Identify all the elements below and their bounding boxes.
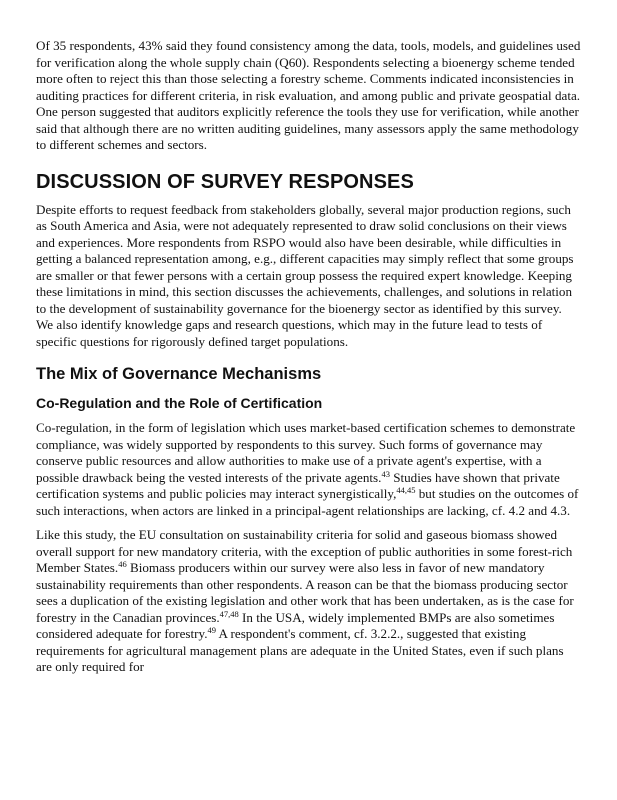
text-segment: In the USA, widely implemented BMPs are also sometimes considered adequate for forestry.: [36, 609, 555, 641]
text-segment: but studies on the outcomes of such interactions, when actors are linked in a principal-agent relationships are lacking, cf. 4.2 and 4.3.: [36, 486, 579, 518]
reference-superscript: 43: [381, 468, 390, 479]
reference-superscript: 46: [118, 559, 127, 569]
text-segment: Co-regulation, in the form of legislation which uses market-based certification schemes to demonstrate compliance, was widely supported by respondents to this survey. Such forms of governance may conserve public resources and allow authorities to make use of a private agent's expertise, with a possible drawback being the vested interests of the private agents.: [36, 420, 576, 485]
text-segment: Studies have shown that private certification systems and public policies may interact synergistically,: [36, 469, 560, 501]
text-segment: Biomass producers within our survey were also less in favor of new mandatory sustainability requirements than other respondents. A reason can be that the biomass producing sector sees a duplication of the existing legislation and other work that has been undertaken, as is the case for forestry in the Canadian provinces.: [36, 560, 574, 625]
text-segment: A respondent's comment, cf. 3.2.2., suggested that existing requirements for agricultural management plans are adequate in the United States, even if such plans are only required for: [36, 626, 564, 674]
subsubsection-heading-coregulation: Co-Regulation and the Role of Certification: [36, 395, 323, 411]
paragraph-coregulation: [36, 420, 581, 519]
subsection-heading-mix: The Mix of Governance Mechanisms: [36, 365, 322, 383]
reference-superscript: 49: [207, 625, 216, 635]
reference-superscript: 47,48: [219, 608, 239, 619]
paragraph-survey-limitations: Despite efforts to request feedback from stakeholders globally, several major production regions, such as South America and Asia, were not adequately represented to draw solid conclusions on their views and experiences. More respondents from RSPO would also have been desirable, while difficulties in getting a balanced representation among, e.g., different capacities may simply reflect that some groups are smaller or that fewer persons with a certain group possess the required expert knowledge. Keeping these limitations in mind, this section discusses the achievements, challenges, and solutions in relation to the development of sustainability governance for the bioenergy sector as identified by this survey. We also identify knowledge gaps and research questions, which may in the future lead to tests of specific questions for rigorously defined target populations.: [36, 201, 574, 349]
section-heading-discussion: DISCUSSION OF SURVEY RESPONSES: [36, 170, 414, 193]
paragraph-verification-consistency: Of 35 respondents, 43% said they found consistency among the data, tools, models, and guidelines used for verification along the whole supply chain (Q60). Respondents selecting a bioenergy scheme tended more often to reject this than those selecting a forestry scheme. Comments indicated inconsistencies in auditing practices for different criteria, in risk evaluation, and among public and private geospatial data. One person suggested that auditors explicitly reference the tools they use for verification, while another said that although there are no written auditing guidelines, many assessors apply the same methodology to different schemes and sectors.: [36, 38, 581, 152]
reference-superscript: 44,45: [396, 485, 416, 495]
text-segment: Like this study, the EU consultation on sustainability criteria for solid and gaseous biomass showed overall support for new mandatory criteria, with the exception of public authorities in some forest-rich Member States.: [36, 527, 573, 575]
paragraph-eu-consultation: [36, 527, 581, 676]
